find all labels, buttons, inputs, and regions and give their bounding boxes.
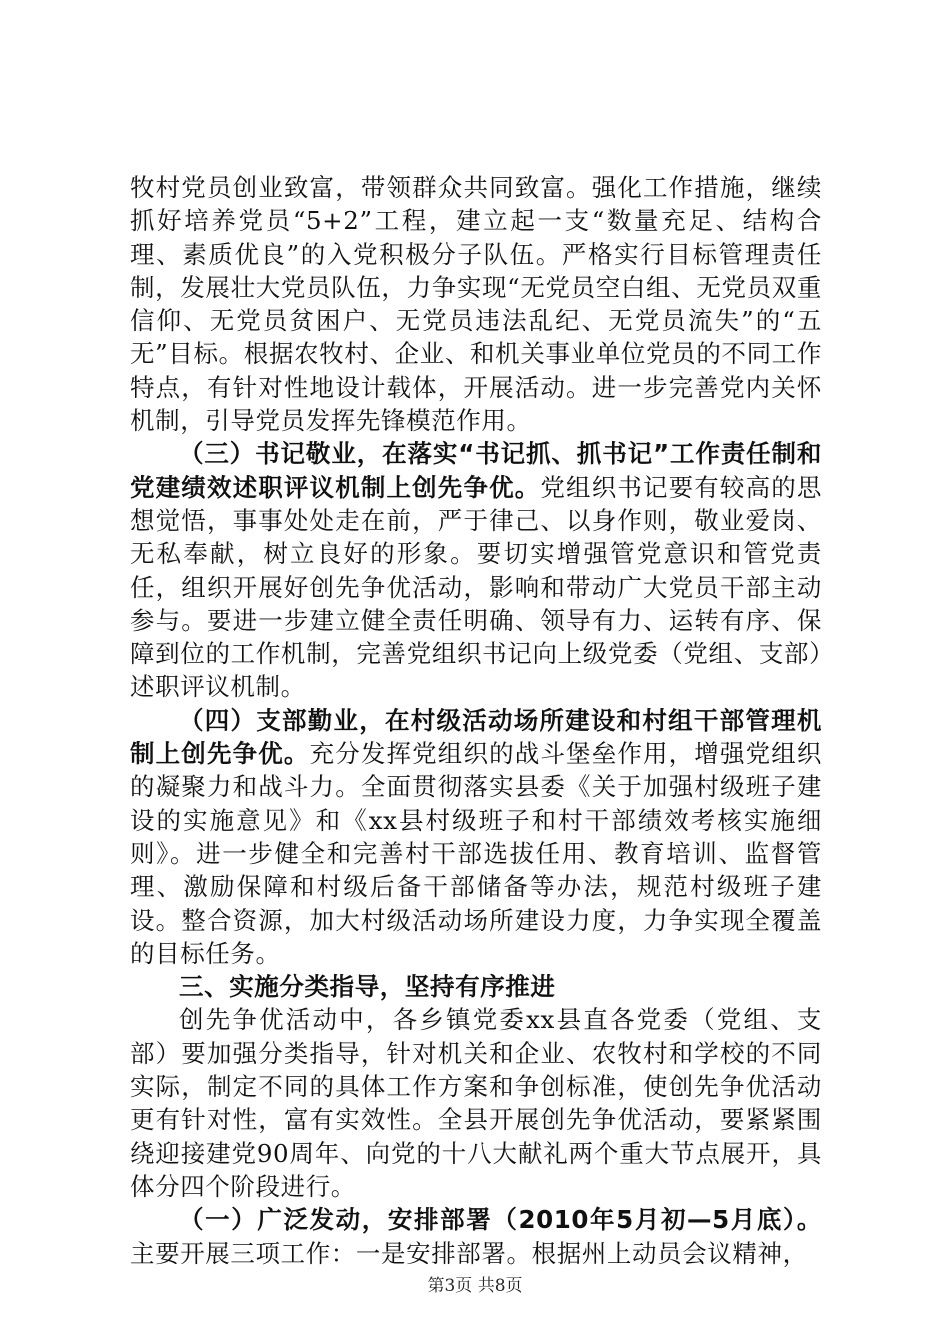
paragraph-text: 充分发挥党组织的战斗堡垒作用，增强党组织的凝聚力和战斗力。全面贯彻落实县委《关于加强村级班子建设的实施意见》和《xx县村级班子和村干部绩效考核实施细则》。进一步健全和完善村干部选拔任用、教育培训、监督管理、激励保障和村级后备干部储备等办法，规范村级班子建设。整合资源，加大村级活动场所建设力度，力争实现全覆盖的目标任务。 — [130, 739, 823, 968]
document-body — [130, 171, 822, 1270]
paragraph-lead-bold: （一）广泛发动，安排部署（2010年5月初—5月底）。 — [179, 1205, 822, 1235]
paragraph-phase-one — [130, 1203, 822, 1270]
page-number-footer: 第3页 共8页 — [427, 1276, 523, 1296]
paragraph-continuation — [130, 171, 822, 437]
section-heading: 三、实施分类指导，坚持有序推进 — [179, 972, 556, 1002]
paragraph-text: 党组织书记要有较高的思想觉悟，事事处处走在前，严于律己、以身作则，敬业爱岗、无私奉献，树立良好的形象。要切实增强管党意识和管党责任，组织开展好创先争优活动，影响和带动广大党员干部主动参与。要进一步建立健全责任明确、领导有力、运转有序、保障到位的工作机制，完善党组织书记向上级党委（党组、支部）述职评议机制。 — [130, 472, 822, 702]
paragraph-text: 主要开展三项工作：一是安排部署。根据州上动员会议精神， — [130, 1238, 808, 1268]
paragraph-branch — [130, 704, 822, 970]
paragraph-lead-bold: （四）支部勤业，在村级活动场所建设和村组干部管理机制上创先争优。 — [130, 705, 822, 769]
paragraph-guidance — [130, 1003, 822, 1203]
paragraph-lead-bold: （三）书记敬业，在落实“书记抓、抓书记”工作责任制和党建绩效述职评议机制上创先争优。 — [130, 439, 822, 502]
paragraph-text: 牧村党员创业致富，带领群众共同致富。强化工作措施，继续抓好培养党员“5+2”工程，建立起一支“数量充足、结构合理、素质优良”的入党积极分子队伍。严格实行目标管理责任制，发展壮大党员队伍，力争实现“无党员空白组、无党员双重信仰、无党员贫困户、无党员违法乱纪、无党员流失”的“五无”目标。根据农牧村、企业、和机关事业单位党员的不同工作特点，有针对性地设计载体，开展活动。进一步完善党内关怀机制，引导党员发挥先锋模范作用。 — [130, 173, 822, 436]
paragraph-secretary — [130, 437, 822, 703]
paragraph-text: 创先争优活动中，各乡镇党委xx县直各党委（党组、支部）要加强分类指导，针对机关和企业、农牧村和学校的不同实际，制定不同的具体工作方案和争创标准，使创先争优活动更有针对性，富有实效性。全县开展创先争优活动，要紧紧围绕迎接建党90周年、向党的十八大献礼两个重大节点展开，具体分四个阶段进行。 — [130, 1005, 822, 1201]
